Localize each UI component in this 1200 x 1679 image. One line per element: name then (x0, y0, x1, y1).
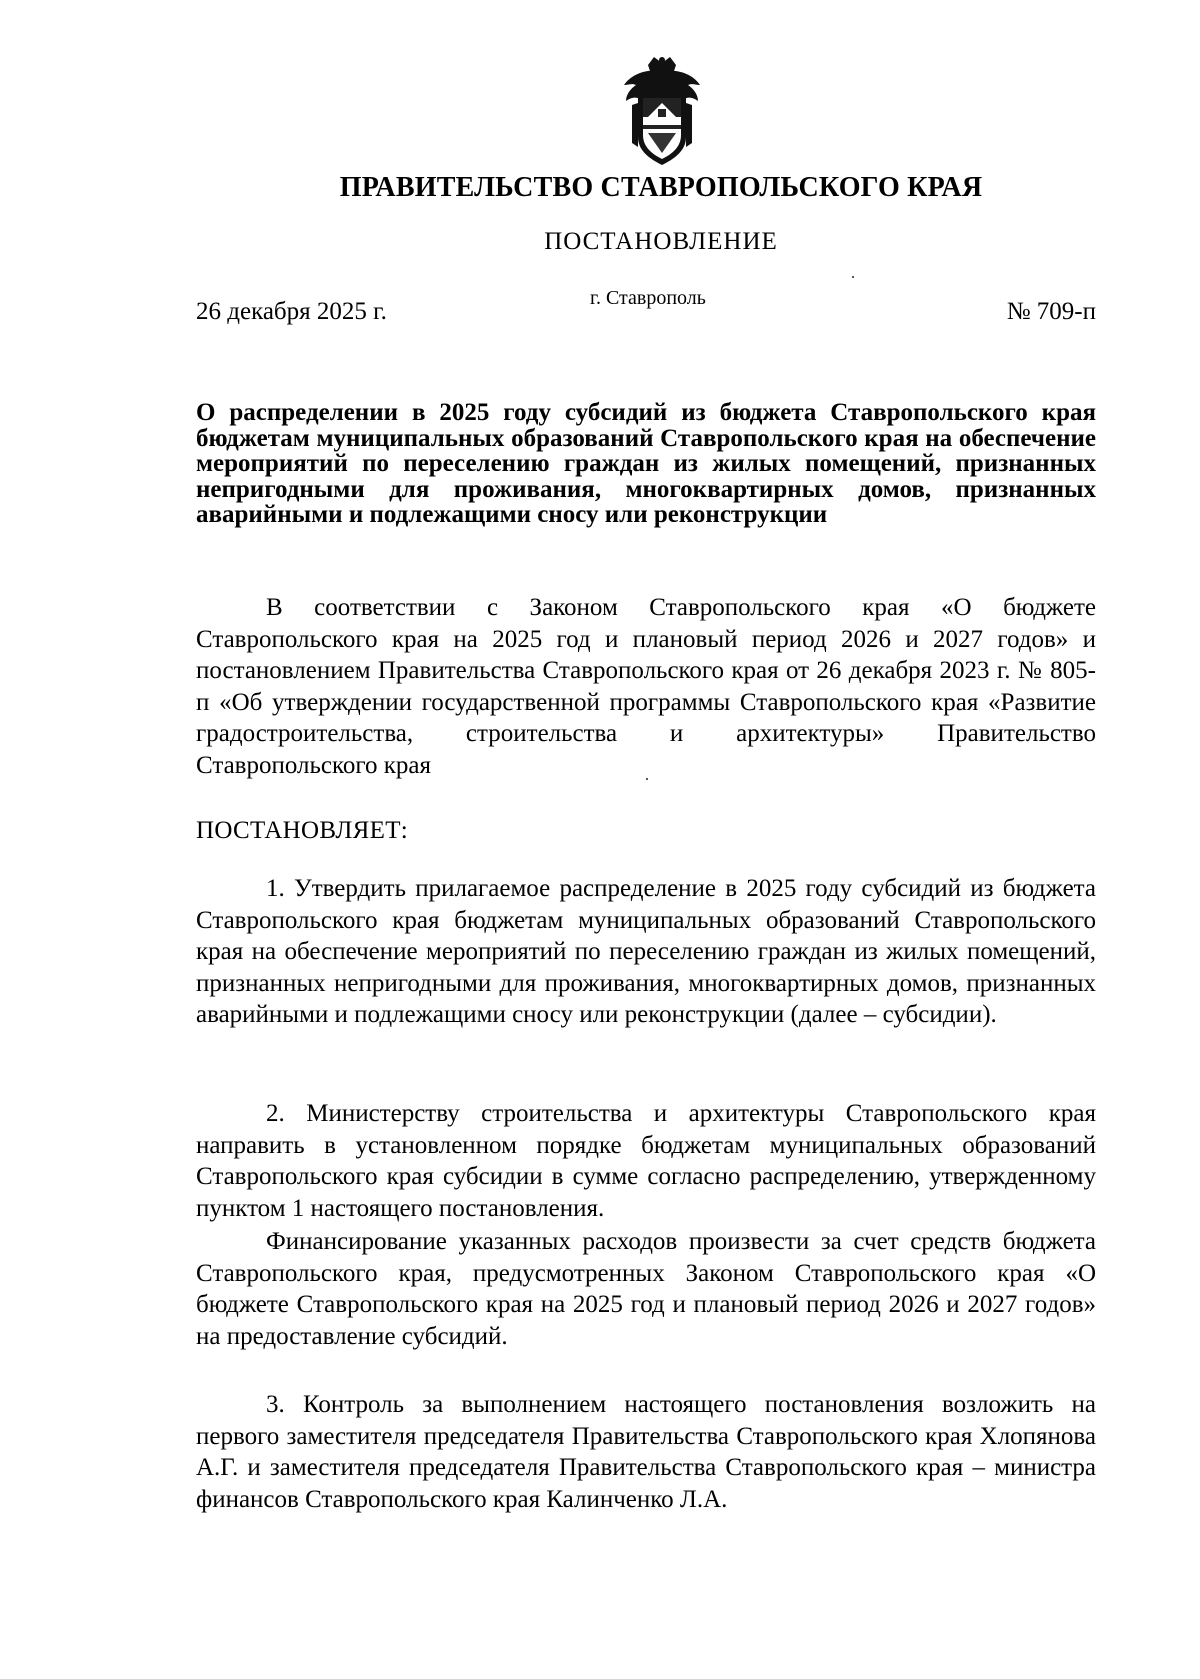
intro-paragraph: В соответствии с Законом Ставропольского края «О бюджете Ставропольского края на 2025 год и плановый период 2026 и 2027 годов» и постановлением Правительства Ставропольского края от 26 декабря 2023 г. № 805-п «Об утверждении государственной программы Ставропольского края «Развитие градостроительства, строительства и архитектуры» Правительство Ставропольского края (196, 594, 1096, 779)
organization-title: ПРАВИТЕЛЬСТВО СТАВРОПОЛЬСКОГО КРАЯ (339, 172, 983, 203)
document-number: № 709-п (1006, 298, 1096, 325)
clause-2-financing: Финансирование указанных расходов произвести за счет средств бюджета Ставропольского края, предусмотренных Законом Ставропольского края «О бюджете Ставропольского края на 2025 год и плановый период 2026 и 2027 годов» на предоставление субсидий. (196, 1228, 1096, 1350)
clause-2: 2. Министерству строительства и архитектуры Ставропольского края направить в установленном порядке бюджетам муниципальных образований Ставропольского края субсидии в сумме согласно распределению, утвержденному пунктом 1 настоящего постановления. (196, 1100, 1096, 1222)
resolves-heading: ПОСТАНОВЛЯЕТ: (196, 817, 409, 844)
document-subject: О распределении в 2025 году субсидий из бюджета Ставропольского края бюджетам муниципальных образований Ставропольского края на обеспечение мероприятий по переселению граждан из жилых помещений, признанных непригодными для проживания, многоквартирных домов, признанных аварийными и подлежащими сносу или реконструкции (196, 399, 1096, 528)
stavropol-coat-of-arms-icon (618, 55, 706, 167)
scan-speck (852, 276, 854, 278)
clause-3: 3. Контроль за выполнением настоящего постановления возложить на первого заместителя председателя Правительства Ставропольского края Хлопянова А.Г. и заместителя председателя Правительства Ставропольского края – министра финансов Ставропольского края Калинченко Л.А. (196, 1391, 1096, 1513)
document-type: ПОСТАНОВЛЕНИЕ (544, 228, 778, 255)
scan-speck (646, 778, 648, 780)
document-date: 26 декабря 2025 г. (196, 298, 387, 325)
document-city: г. Ставрополь (590, 287, 706, 309)
clause-1: 1. Утвердить прилагаемое распределение в 2025 году субсидий из бюджета Ставропольского края бюджетам муниципальных образований Ставропольского края на обеспечение мероприятий по переселению граждан из жилых помещений, признанных непригодными для проживания, многоквартирных домов, признанных аварийными и подлежащими сносу или реконструкции (далее – субсидии). (196, 875, 1096, 1028)
